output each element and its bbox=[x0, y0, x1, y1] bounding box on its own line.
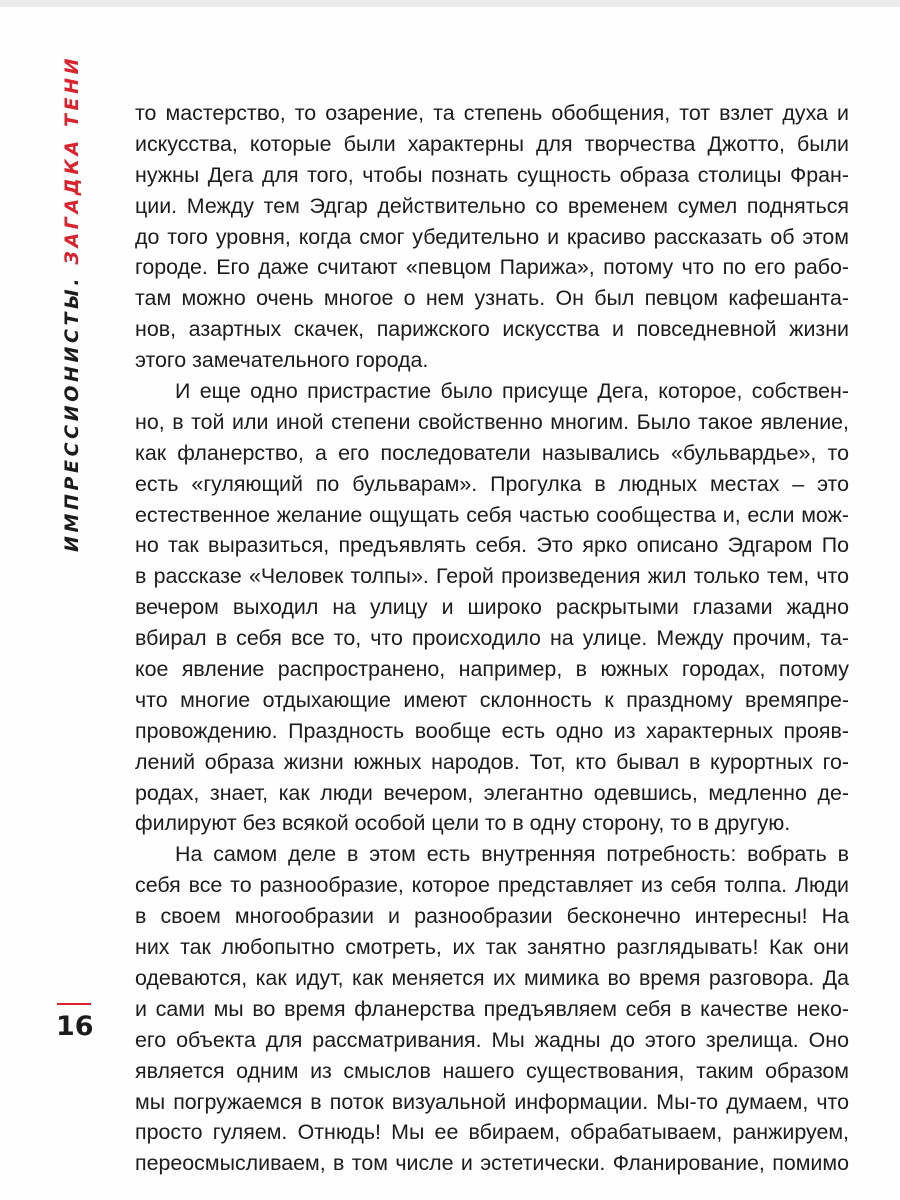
text-line: этого замечательного города. bbox=[135, 348, 429, 373]
text-line: до того уровня, когда смог убедительно и красиво рассказать об этом bbox=[135, 224, 849, 249]
text-line: филируют без всякой особой цели то в одну сторону, то в другую. bbox=[135, 811, 791, 836]
text-line: является одним из смыслов нашего существования, таким образом bbox=[135, 1058, 849, 1083]
text-line: мы погружаемся в поток визуальной информации. Мы-то думаем, что bbox=[135, 1089, 849, 1114]
page-number: 16 bbox=[56, 1011, 94, 1042]
text-line: родах, знает, как люди вечером, элегантно одевшись, медленно де- bbox=[135, 780, 849, 805]
text-line: там можно очень многое о нем узнать. Он был певцом кафешанта- bbox=[135, 286, 849, 311]
running-header bbox=[42, 54, 83, 562]
page-number-rule bbox=[57, 1003, 91, 1005]
text-line: искусства, которые были характерны для творчества Джотто, были bbox=[135, 131, 849, 156]
text-line: них так любопытно смотреть, их так занятно разглядывать! Как они bbox=[135, 935, 849, 960]
running-header-book-title: ИМПРЕССИОНИСТЫ. bbox=[61, 274, 83, 552]
text-line: На самом деле в этом есть внутренняя потребность: вобрать в bbox=[175, 842, 849, 867]
text-line: одеваются, как идут, как меняется их мимика во время разговора. Да bbox=[135, 965, 849, 990]
text-line: как фланерство, а его последователи назывались «бульвардье», то bbox=[135, 440, 849, 465]
text-line: кое явление распространено, например, в южных городах, потому bbox=[135, 657, 849, 682]
text-line: провождению. Праздность вообще есть одно из характерных прояв- bbox=[135, 718, 849, 743]
text-line: и сами мы во время фланерства предъявляем себя в качестве неко- bbox=[135, 996, 849, 1021]
text-line: есть «гуляющий по бульварам». Прогулка в людных местах – это bbox=[135, 471, 849, 496]
text-line: то мастерство, то озарение, та степень обобщения, тот взлет духа и bbox=[135, 101, 849, 125]
text-line: естественное желание ощущать себя частью сообщества и, если мож- bbox=[135, 502, 849, 527]
text-line: нужны Дега для того, чтобы познать сущность образа столицы Фран- bbox=[135, 162, 849, 187]
text-line: но так выразиться, предъявлять себя. Это ярко описано Эдгаром По bbox=[135, 533, 849, 558]
body-text bbox=[135, 98, 849, 1179]
text-line: вечером выходил на улицу и широко раскрытыми глазами жадно bbox=[135, 595, 849, 620]
text-line: ции. Между тем Эдгар действительно со временем сумел подняться bbox=[135, 193, 849, 218]
text-line: что многие отдыхающие имеют склонность к праздному времяпре- bbox=[135, 687, 849, 712]
text-line: вбирал в себя все то, что происходило на улице. Между прочим, та- bbox=[135, 626, 849, 651]
text-line: но, в той или иной степени свойственно многим. Было такое явление, bbox=[135, 409, 849, 434]
text-line: нов, азартных скачек, парижского искусства и повседневной жизни bbox=[135, 317, 849, 342]
text-line: себя все то разнообразие, которое представляет из себя толпа. Люди bbox=[135, 873, 849, 898]
running-header-text bbox=[62, 55, 82, 552]
top-edge bbox=[0, 0, 900, 7]
text-line: И еще одно пристрастие было присуще Дега, которое, собствен- bbox=[175, 379, 849, 404]
text-line: в своем многообразии и разнообразии бесконечно интересны! На bbox=[135, 904, 849, 929]
text-line: переосмысливаем, в том числе и эстетически. Фланирование, помимо bbox=[135, 1151, 849, 1176]
text-line: в рассказе «Человек толпы». Герой произведения жил только тем, что bbox=[135, 564, 849, 589]
text-line: его объекта для рассматривания. Мы жадны до этого зрелища. Оно bbox=[135, 1027, 849, 1052]
text-line: просто гуляем. Отнюдь! Мы ее вбираем, обрабатываем, ранжируем, bbox=[135, 1120, 849, 1145]
text-line: лений образа жизни южных народов. Тот, кто бывал в курортных го- bbox=[135, 749, 849, 774]
text-line: городе. Его даже считают «певцом Парижа», потому что по его рабо- bbox=[135, 255, 849, 280]
running-header-chapter-title: ЗАГАДКА ТЕНИ bbox=[61, 54, 83, 265]
